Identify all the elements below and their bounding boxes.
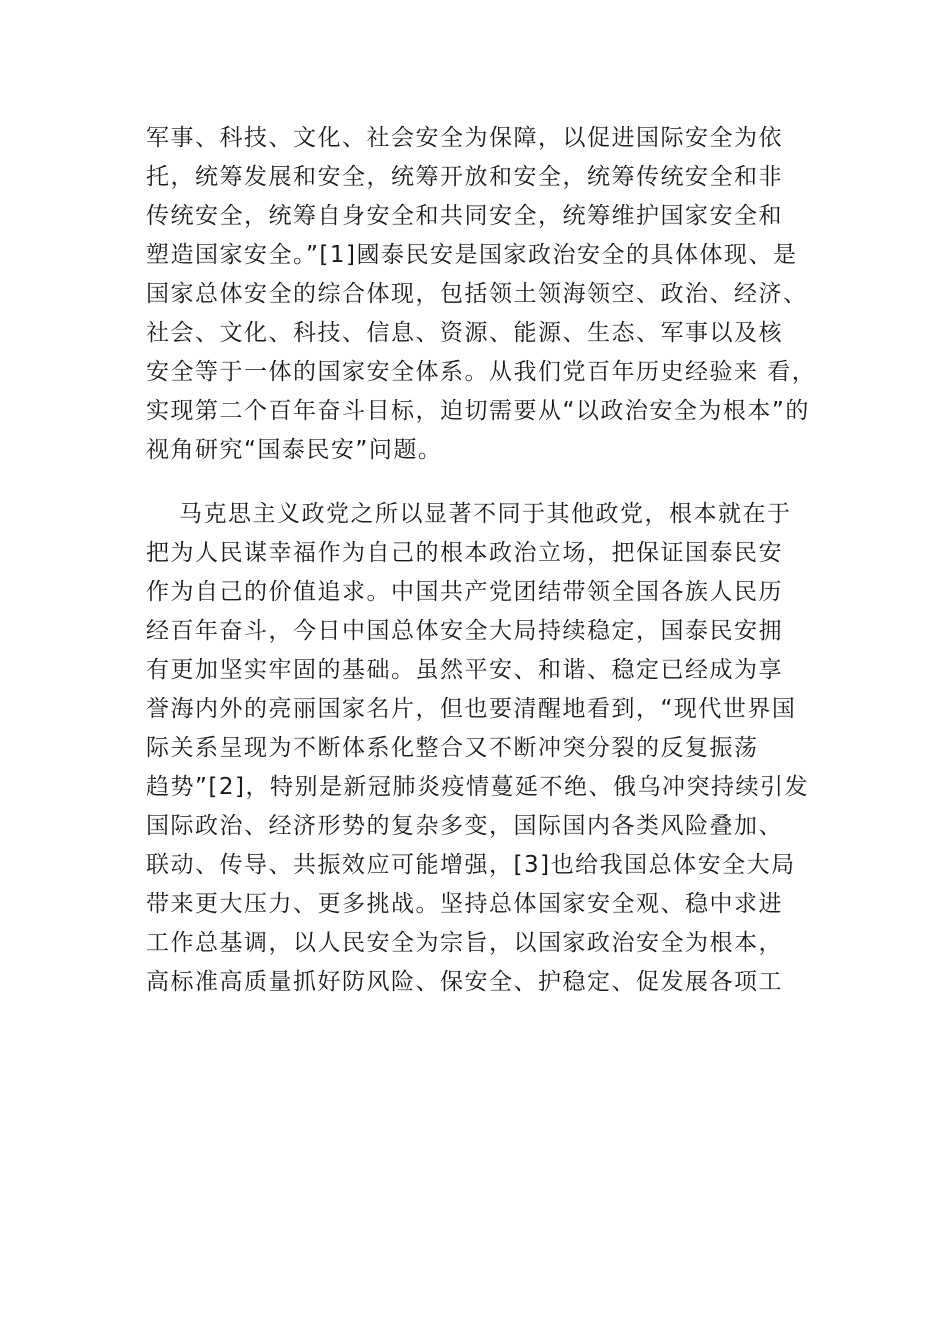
paragraph-spacer xyxy=(146,470,826,495)
paragraph-line: 实现第二个百年奋斗目标，迫切需要从“以政治安全为根本”的 xyxy=(146,398,810,424)
paragraph-line: 社会、文化、科技、信息、资源、能源、生态、军事以及核 xyxy=(146,320,783,346)
paragraph-line: 安全等于一体的国家安全体系。从我们党百年历史经验来 看， xyxy=(146,359,817,385)
paragraph-line: 把为人民谋幸福作为自己的根本政治立场，把保证国泰民安 xyxy=(146,540,783,566)
paragraph-line: 带来更大压力、更多挑战。坚持总体国家安全观、稳中求进 xyxy=(146,891,783,917)
paragraph-line: 经百年奋斗，今日中国总体安全大局持续稳定，国泰民安拥 xyxy=(146,618,783,644)
paragraph-line: 有更加坚实牢固的基础。虽然平安、和谐、稳定已经成为享 xyxy=(146,657,783,683)
paragraph-line: 高标准高质量抓好防风险、保安全、护稳定、促发展各项工 xyxy=(146,969,783,995)
paragraph-line: 国际政治、经济形势的复杂多变，国际国内各类风险叠加、 xyxy=(146,813,783,839)
paragraph-line: 托，统筹发展和安全，统筹开放和安全，统筹传统安全和非 xyxy=(146,164,783,190)
paragraph-line: 塑造国家安全。”[1]國泰民安是国家政治安全的具体体现、是 xyxy=(146,242,798,268)
paragraph-line: 马克思主义政党之所以显著不同于其他政党，根本就在于 xyxy=(179,501,792,527)
paragraph-line: 国家总体安全的综合体现，包括领土领海领空、政治、经济、 xyxy=(146,281,808,307)
paragraph-line: 工作总基调，以人民安全为宗旨，以国家政治安全为根本， xyxy=(146,930,783,956)
paragraph-2 xyxy=(146,495,826,1002)
paragraph-1 xyxy=(146,119,826,470)
paragraph-line: 军事、科技、文化、社会安全为保障，以促进国际安全为依 xyxy=(146,125,783,151)
paragraph-line: 联动、传导、共振效应可能增强，[3]也给我国总体安全大局 xyxy=(146,852,796,878)
document-body xyxy=(146,119,826,1002)
paragraph-line: 际关系呈现为不断体系化整合又不断冲突分裂的反复振荡 xyxy=(146,735,759,761)
paragraph-line: 趋势”[2]，特别是新冠肺炎疫情蔓延不绝、俄乌冲突持续引发 xyxy=(146,774,809,800)
paragraph-line: 传统安全，统筹自身安全和共同安全，统筹维护国家安全和 xyxy=(146,203,783,229)
paragraph-line: 誉海内外的亮丽国家名片，但也要清醒地看到，“现代世界国 xyxy=(146,696,797,722)
paragraph-line: 视角研究“国泰民安”问题。 xyxy=(146,437,443,463)
paragraph-line: 作为自己的价值追求。中国共产党团结带领全国各族人民历 xyxy=(146,579,783,605)
